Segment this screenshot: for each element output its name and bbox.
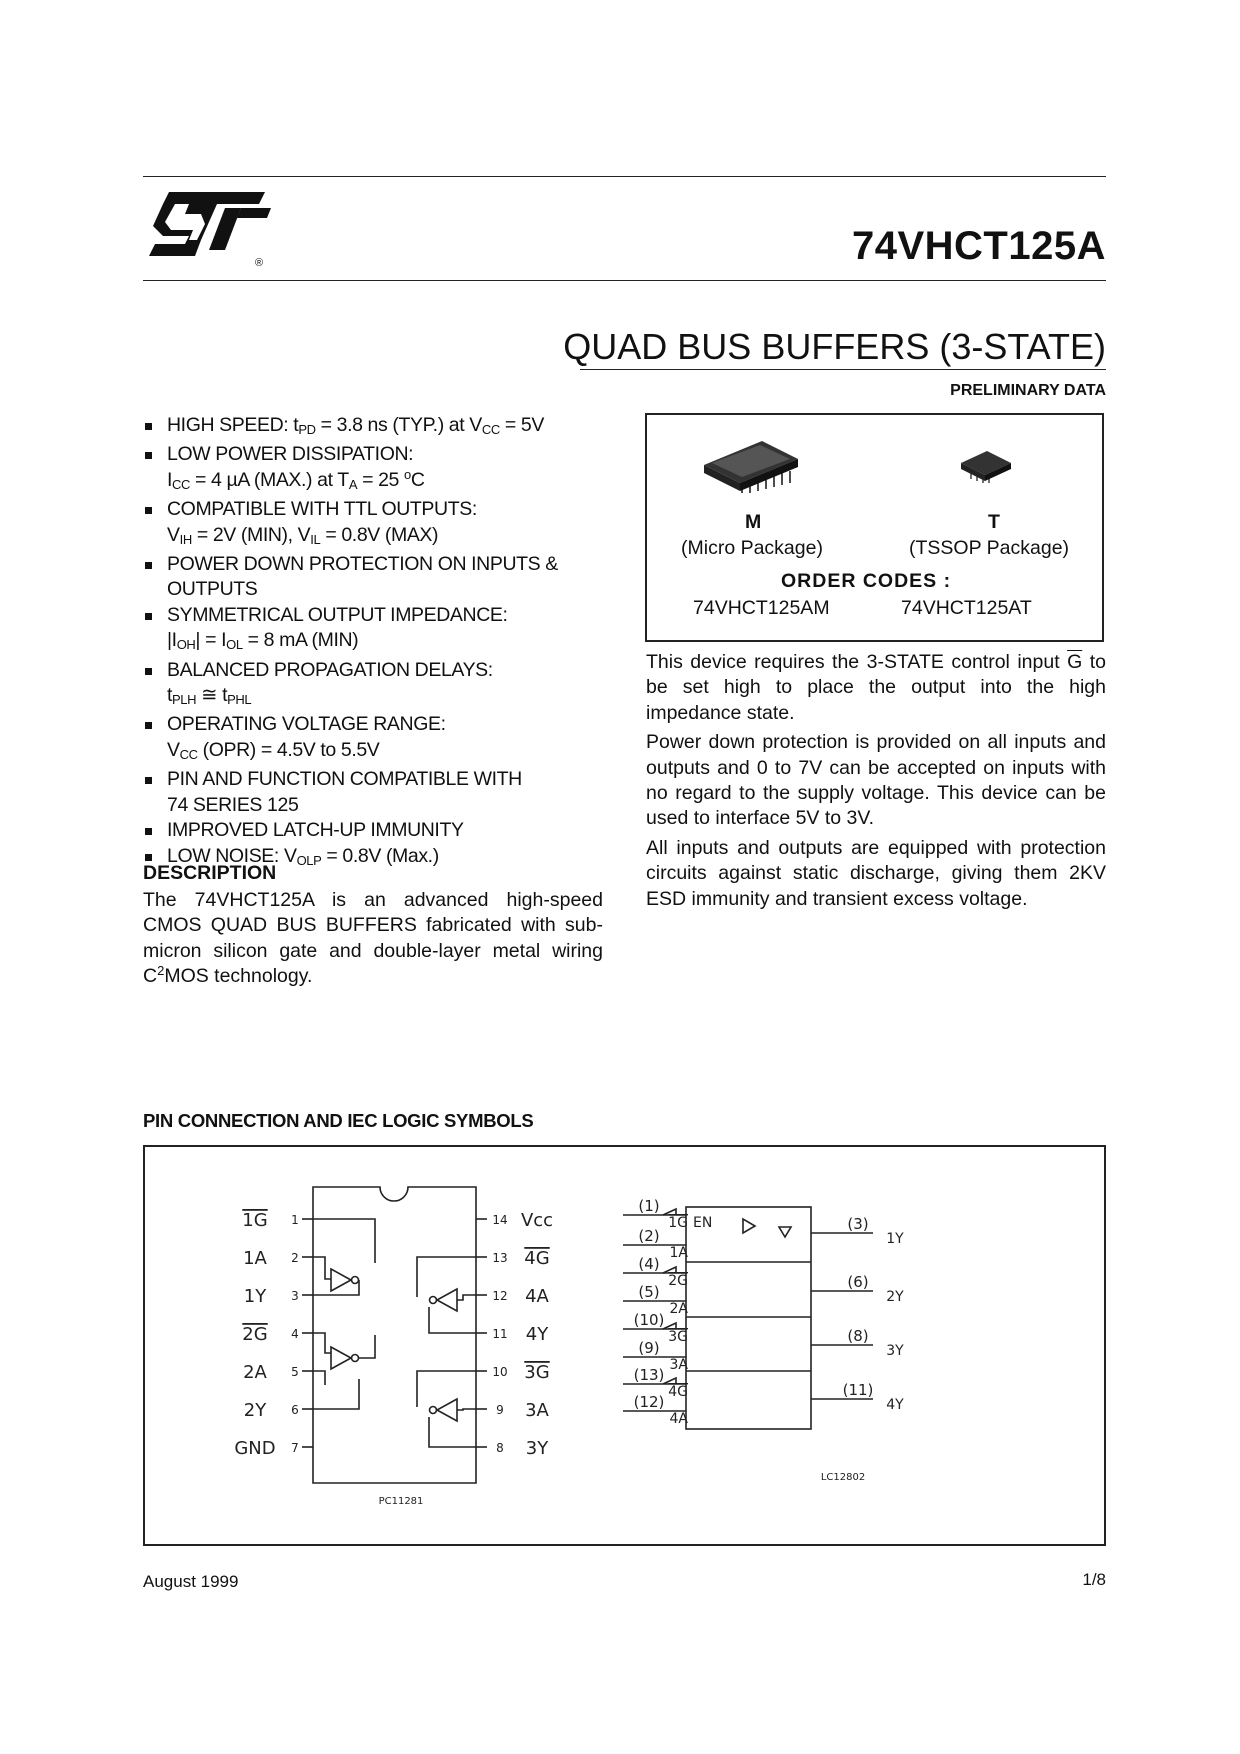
feature-item: BALANCED PROPAGATION DELAYS: $t_{PLH}$ ≅ $t_{PHL}$ bbox=[145, 658, 615, 713]
footer-page: 1/8 bbox=[1082, 1570, 1106, 1589]
feature-detail: $V_{IH} = 2V$ (MIN), $V_{IL} = 0.8V$ (MAX) bbox=[167, 523, 439, 547]
feature-detail: $V_{CC}$ (OPR) = 4.5V to 5.5V bbox=[167, 738, 380, 762]
bullet-icon bbox=[145, 507, 152, 514]
t-package-name: (TSSOP Package) bbox=[909, 537, 1070, 559]
iec-output-name: 3Y bbox=[886, 1343, 904, 1359]
iec-input-number: (1) bbox=[638, 1197, 660, 1215]
dip-pin-number: 10 bbox=[492, 1365, 508, 1379]
iec-code-label: LC12802 bbox=[820, 1472, 866, 1483]
feature-item: LOW POWER DISSIPATION: $I_{CC} = 4$ µA (MAX.) at $T_A = 25$ $^o$C bbox=[145, 442, 615, 497]
dip-pin-number: 12 bbox=[492, 1289, 508, 1303]
dip-pin-number: 8 bbox=[496, 1441, 504, 1455]
feature-item: IMPROVED LATCH-UP IMMUNITY bbox=[145, 818, 615, 843]
t-package-letter: T bbox=[988, 511, 1000, 533]
dip-pin-name: 4G bbox=[524, 1248, 550, 1269]
iec-input-name: 1A bbox=[669, 1245, 688, 1261]
order-codes-label: ORDER CODES : bbox=[781, 570, 952, 592]
top-rule bbox=[143, 176, 1106, 177]
registered-mark: ® bbox=[255, 257, 264, 269]
feature-detail: $|I_{OH}| = I_{OL} = 8$ mA (MIN) bbox=[167, 629, 359, 653]
dip-pin-number: 11 bbox=[492, 1327, 508, 1341]
pin-diagram-box bbox=[143, 1145, 1106, 1546]
iec-input-number: (9) bbox=[638, 1339, 660, 1357]
dip-pin-name: 1Y bbox=[243, 1286, 267, 1307]
dip-pin-number: 4 bbox=[291, 1327, 299, 1341]
iec-input-number: (10) bbox=[633, 1311, 665, 1329]
iec-input-number: (13) bbox=[633, 1366, 665, 1384]
dip-code-label: PC11281 bbox=[378, 1496, 424, 1507]
dip-pin-number: 5 bbox=[291, 1365, 299, 1379]
pin-section-heading: PIN CONNECTION AND IEC LOGIC SYMBOLS bbox=[143, 1110, 534, 1131]
dip-pin-name: 4A bbox=[525, 1286, 549, 1307]
bullet-icon bbox=[145, 854, 152, 861]
dip-pin-name: 2G bbox=[242, 1324, 268, 1345]
pin-diagrams bbox=[145, 1147, 1108, 1548]
iec-input-name: 1G bbox=[668, 1215, 688, 1231]
iec-output-name: 1Y bbox=[886, 1231, 904, 1247]
subtitle-rule bbox=[580, 369, 1106, 370]
iec-input-number: (12) bbox=[633, 1393, 665, 1411]
dip-pin-number: 2 bbox=[291, 1251, 299, 1265]
note-esd: All inputs and outputs are equipped with protection circuits against static discharge, giving them 2KV ESD immunity and transient excess voltage. bbox=[646, 836, 1106, 910]
dip-pin-number: 13 bbox=[492, 1251, 508, 1265]
iec-input-number: (2) bbox=[638, 1227, 660, 1245]
iec-output-number: (11) bbox=[842, 1381, 874, 1399]
part-number: 74VHCT125A bbox=[851, 224, 1106, 268]
bullet-icon bbox=[145, 668, 152, 675]
dip-pin-name: 4Y bbox=[525, 1324, 549, 1345]
iec-input-name: 4A bbox=[669, 1411, 688, 1427]
device-notes bbox=[646, 650, 1106, 916]
feature-item: PIN AND FUNCTION COMPATIBLE WITH 74 SERIES 125 bbox=[145, 767, 615, 818]
micro-package-icon bbox=[702, 435, 802, 505]
iec-input-name: 4G bbox=[668, 1384, 688, 1400]
dip-pin-number: 1 bbox=[291, 1213, 299, 1227]
iec-input-number: (4) bbox=[638, 1255, 660, 1273]
bullet-icon bbox=[145, 613, 152, 620]
dip-pin-number: 3 bbox=[291, 1289, 299, 1303]
dip-pin-number: 14 bbox=[492, 1213, 508, 1227]
description-heading: DESCRIPTION bbox=[143, 862, 277, 884]
bullet-icon bbox=[145, 777, 152, 784]
feature-detail: $t_{PLH}$ ≅ $t_{PHL}$ bbox=[167, 684, 252, 708]
bullet-icon bbox=[145, 452, 152, 459]
feature-item: LOW NOISE: $V_{OLP} = 0.8V$ (Max.) bbox=[145, 844, 615, 873]
dip-pin-name: 3G bbox=[524, 1362, 550, 1383]
note-power-down: Power down protection is provided on all inputs and outputs and 0 to 7V can be accepted on inputs with no regard to the supply voltage. This device can be used to interface 5V to 3V. bbox=[646, 731, 1106, 830]
dip-pin-name: 2A bbox=[243, 1362, 267, 1383]
bullet-icon bbox=[145, 828, 152, 835]
feature-list bbox=[145, 413, 615, 873]
dip-pin-name: 3Y bbox=[525, 1438, 549, 1459]
dip-pin-name: 2Y bbox=[243, 1400, 267, 1421]
bullet-icon bbox=[145, 423, 152, 430]
iec-output-name: 2Y bbox=[886, 1289, 904, 1305]
header-rule bbox=[143, 280, 1106, 281]
iec-input-number: (5) bbox=[638, 1283, 660, 1301]
feature-item: SYMMETRICAL OUTPUT IMPEDANCE: $|I_{OH}| = I_{OL} = 8$ mA (MIN) bbox=[145, 603, 615, 658]
m-package-letter: M bbox=[745, 511, 762, 533]
dip-pin-name: 1A bbox=[243, 1248, 267, 1269]
iec-output-number: (8) bbox=[847, 1327, 869, 1345]
order-code-m: 74VHCT125AM bbox=[693, 597, 830, 619]
st-logo bbox=[145, 188, 275, 268]
order-code-t: 74VHCT125AT bbox=[901, 597, 1032, 619]
tssop-package-icon bbox=[957, 447, 1017, 487]
iec-output-number: (6) bbox=[847, 1273, 869, 1291]
feature-detail: $I_{CC} = 4$ µA (MAX.) at $T_A = 25$ $^o$C bbox=[167, 466, 425, 492]
iec-input-name: 2G bbox=[668, 1273, 688, 1289]
note-3state: This device requires the 3-STATE control input $\overline{G}$ to be set high to place the output into the high impedance state. bbox=[646, 651, 1106, 724]
iec-input-name: 2A bbox=[669, 1301, 688, 1317]
iec-en-label: EN bbox=[693, 1215, 713, 1231]
m-package-name: (Micro Package) bbox=[681, 537, 823, 559]
feature-item: OPERATING VOLTAGE RANGE: $V_{CC}$ (OPR) = 4.5V to 5.5V bbox=[145, 712, 615, 767]
dip-package bbox=[302, 1187, 487, 1483]
dip-pin-name: Vcc bbox=[520, 1210, 554, 1231]
iec-input-name: 3G bbox=[668, 1329, 688, 1345]
iec-input-name: 3A bbox=[669, 1357, 688, 1373]
feature-item: POWER DOWN PROTECTION ON INPUTS & OUTPUTS bbox=[145, 552, 615, 603]
package-box bbox=[645, 413, 1104, 642]
bullet-icon bbox=[145, 722, 152, 729]
dip-pin-number: 9 bbox=[496, 1403, 504, 1417]
bullet-icon bbox=[145, 562, 152, 569]
feature-item: HIGH SPEED: $t_{PD} = 3.8$ ns (TYP.) at $V_{CC} = 5V$ bbox=[145, 413, 615, 442]
feature-item: COMPATIBLE WITH TTL OUTPUTS: $V_{IH} = 2V$ (MIN), $V_{IL} = 0.8V$ (MAX) bbox=[145, 497, 615, 552]
dip-pin-number: 7 bbox=[291, 1441, 299, 1455]
description-text: The 74VHCT125A is an advanced high-speed CMOS QUAD BUS BUFFERS fabricated with sub-micron silicon gate and double-layer metal wiring $C^2MOS$ technology. bbox=[143, 889, 603, 988]
iec-output-name: 4Y bbox=[886, 1397, 904, 1413]
dip-pin-name: 1G bbox=[242, 1210, 268, 1231]
product-subtitle: QUAD BUS BUFFERS (3-STATE) bbox=[563, 326, 1106, 367]
dip-pin-name: 3A bbox=[525, 1400, 549, 1421]
dip-pin-name: GND bbox=[234, 1438, 276, 1459]
preliminary-label: PRELIMINARY DATA bbox=[950, 382, 1106, 399]
iec-output-number: (3) bbox=[847, 1215, 869, 1233]
dip-pin-number: 6 bbox=[291, 1403, 299, 1417]
footer-date: August 1999 bbox=[143, 1572, 239, 1591]
